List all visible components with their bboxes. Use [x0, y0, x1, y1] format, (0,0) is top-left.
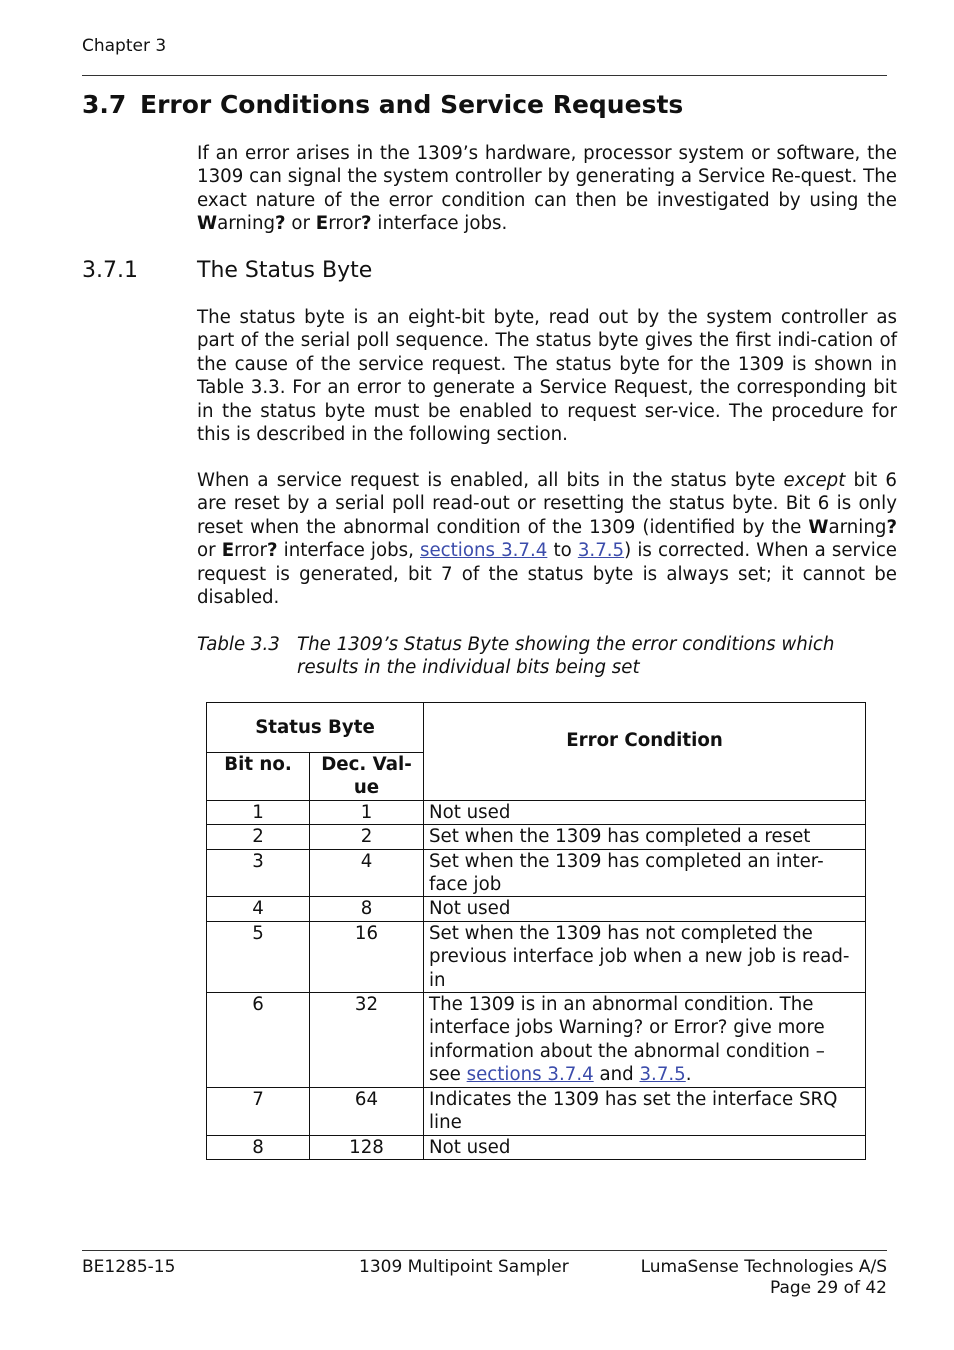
header-error-condition: Error Condition [424, 703, 866, 801]
link-section-3-7-5[interactable]: 3.7.5 [577, 540, 625, 562]
subsection-number: 3.7.1 [82, 258, 138, 283]
table-row: 1 1 Not used [207, 800, 866, 824]
table-row: 6 32 The 1309 is in an abnormal condition. The interface jobs Warning? or Error? give more information about the abnormal condition – see sections 3.7.4 and 3.7.5. [207, 993, 866, 1088]
intro-paragraph: If an error arises in the 1309’s hardware, processor system or software, the 1309 can signal the system controller by generating a Service Re-quest. The exact nature of the error condition can then be investigated by using the Warning? or Error? interface jobs. [197, 143, 897, 235]
section-number: 3.7 [82, 90, 127, 119]
footer-company: LumaSense Technologies A/S Page 29 of 42 [640, 1257, 887, 1298]
table-link-section-3-7-5[interactable]: 3.7.5 [639, 1064, 686, 1086]
table-header-row [207, 703, 866, 753]
section-title: Error Conditions and Service Requests [140, 90, 684, 119]
chapter-header: Chapter 3 [82, 36, 167, 56]
footer-page-number: Page 29 of 42 [769, 1278, 887, 1298]
table-caption: Table 3.3 The 1309’s Status Byte showing the error conditions which results in the individual bits being set [197, 634, 835, 679]
section-heading [82, 90, 683, 119]
footer-rule [82, 1250, 887, 1251]
table-row: 2 2 Set when the 1309 has completed a reset [207, 825, 866, 849]
subsection-title: The Status Byte [197, 258, 373, 283]
header-status-byte: Status Byte [207, 703, 424, 753]
subsection-heading [82, 258, 372, 283]
header-rule [82, 75, 887, 76]
link-section-3-7-4[interactable]: sections 3.7.4 [419, 540, 548, 562]
table-row: 7 64 Indicates the 1309 has set the interface SRQ line [207, 1087, 866, 1135]
header-dec-value: Dec. Val-ue [310, 753, 424, 801]
status-byte-table [206, 702, 866, 1160]
table-link-section-3-7-4[interactable]: sections 3.7.4 [466, 1064, 594, 1086]
table-row: 8 128 Not used [207, 1135, 866, 1159]
header-bit-no: Bit no. [207, 753, 310, 801]
footer-product: 1309 Multipoint Sampler [359, 1257, 569, 1277]
table-row: 4 8 Not used [207, 897, 866, 921]
status-byte-paragraph-1: The status byte is an eight-bit byte, read out by the system controller as part of the serial poll sequence. The status byte gives the first indi-cation of the cause of the service request. The status byte for the 1309 is shown in Table 3.3. For an error to generate a Service Request, the corresponding bit in the status byte must be enabled to request ser-vice. The procedure for this is described in the following section. [197, 307, 897, 446]
table-row: 3 4 Set when the 1309 has completed an inter-face job [207, 849, 866, 897]
table-row: 5 16 Set when the 1309 has not completed the previous interface job when a new job is read-in [207, 921, 866, 992]
status-byte-paragraph-2: When a service request is enabled, all bits in the status byte except bit 6 are reset by a serial poll read-out or resetting the status byte. Bit 6 is only reset when the abnormal condition of the 1309 (identified by the Warning? or Error? interface jobs, sections 3.7.4 to 3.7.5) is corrected. When a service request is generated, bit 7 of the status byte is always set; it cannot be disabled. [197, 470, 898, 609]
table-caption-label: Table 3.3 [197, 634, 280, 655]
footer-doc-number: BE1285-15 [82, 1257, 176, 1277]
